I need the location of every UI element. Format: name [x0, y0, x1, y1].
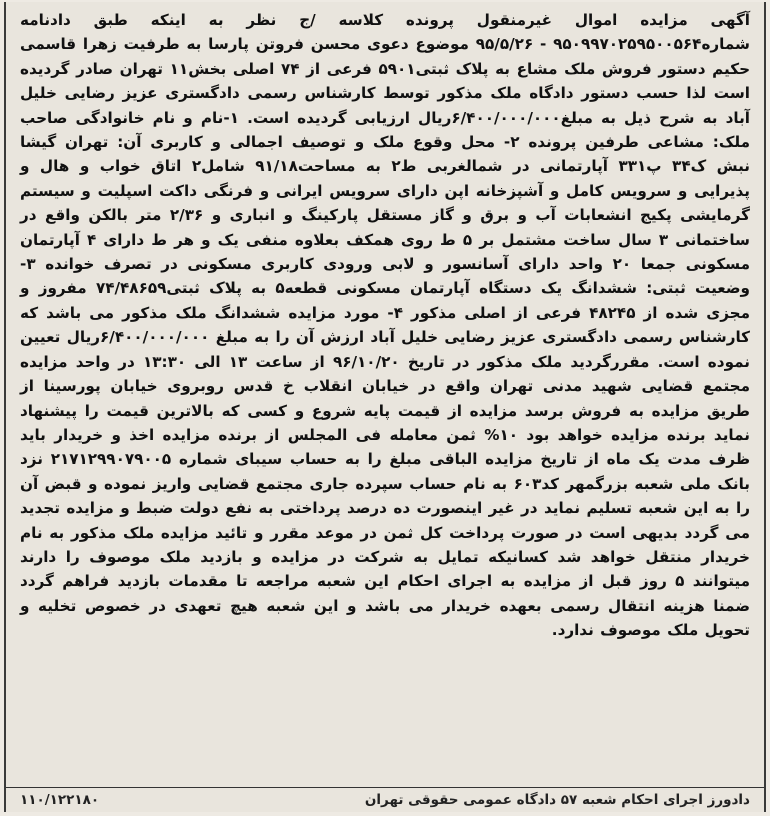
signature-line: دادورز اجرای احکام شعبه ۵۷ دادگاه عمومی حقوقی تهران	[364, 792, 750, 808]
newspaper-clipping	[4, 2, 766, 812]
notice-code: ۱۱۰/۱۲۲۱۸۰	[20, 792, 100, 808]
notice-footer	[6, 787, 764, 808]
auction-notice-body: آگهی مزایده اموال غیرمنقول پرونده کلاسه /ج نظر به اینکه طبق دادنامه شماره۹۵۰۹۹۷۰۲۵۹۵۰۰۵۶۴ - ۹۵/۵/۲۶ موضوع دعوی محسن فروتن پارسا به طرفیت زهرا قاسمی حکیم دستور فروش ملک مشاع به پلاک ثبتی۵۹۰۱ فرعی از ۷۴ اصلی بخش۱۱ تهران صادر گردیده است لذا حسب دستور دادگاه ملک مذکور توسط کارشناس رسمی دادگستری عزیز رضایی خلیل آباد به شرح ذیل به مبلغ۶/۴۰۰/۰۰۰/۰۰۰ریال ارزیابی گردیده است. ۱-نام و نام خانوادگی صاحب ملک: مشاعی طرفین پرونده ۲- محل وقوع ملک و توصیف اجمالی و کاربری آن: تهران گیشا نبش ک۳۴ پ۳۳۱ آپارتمانی در شمالغربی ط۲ به مساحت۹۱/۱۸ شامل۲ اتاق خواب و هال و پذیرایی و سرویس کامل و آشپزخانه اپن دارای سرویس ایرانی و فرنگی داکت اسپلیت و سیستم گرمایشی پکیج انشعابات آب و برق و گاز مستقل پارکینگ و انباری و ۲/۳۶ متر بالکن واقع در ساختمانی ۳ سال ساخت مشتمل بر ۵ ط روی همکف بعلاوه منفی یک و هر ط دارای ۴ آپارتمان مسکونی جمعا ۲۰ واحد دارای آسانسور و لابی ورودی کاربری مسکونی در تصرف خوانده ۳-وضعیت ثبتی: ششدانگ یک دستگاه آپارتمان مسکونی قطعه۵ به پلاک ثبتی۷۴/۴۸۶۵۹ مفروز و مجزی شده از ۴۸۲۴۵ فرعی از اصلی مذکور ۴- مورد مزایده ششدانگ ملک مذکور می باشد که کارشناس رسمی دادگستری عزیز رضایی خلیل آباد ارزش آن را به مبلغ ۶/۴۰۰/۰۰۰/۰۰۰ریال تعیین نموده است. مقررگردید ملک مذکور در تاریخ ۹۶/۱۰/۲۰ از ساعت ۱۳ الی ۱۳:۳۰ در واحد مزایده مجتمع قضایی شهید مدنی تهران واقع در خیابان انقلاب خ قدس روبروی خیابان پورسینا از طریق مزایده به فروش برسد مزایده از قیمت پایه شروع و کسی که بالاترین قیمت را پیشنهاد نماید برنده مزایده خواهد بود ۱۰% ثمن معامله فی المجلس از برنده مزایده اخذ و خریدار باید ظرف مدت یک ماه از تاریخ مزایده الباقی مبلغ را به حساب سیبای شماره ۲۱۷۱۲۹۹۰۷۹۰۰۵ نزد بانک ملی شعبه بزرگمهر کد۶۰۳ به نام حساب سپرده جاری مجتمع قضایی واریز نموده و قبض آن را به این شعبه تسلیم نماید در غیر اینصورت ده درصد پرداختی به نفع دولت ضبط و مزایده تجدید می گردد بدیهی است در صورت پرداخت کل ثمن در موعد مقرر و تائید مزایده ملک مذکور به نام خریدار منتقل خواهد شد کسانیکه تمایل به شرکت در مزایده و بازدید ملک موصوف را دارند میتوانند ۵ روز قبل از مزایده به اجرای احکام این شعبه مراجعه تا مقدمات بازدید فراهم گردد ضمنا هزینه انتقال رسمی بعهده خریدار می باشد و این شعبه هیچ تعهدی در خصوص تخلیه و تحویل ملک موصوف ندارد.	[20, 11, 751, 640]
